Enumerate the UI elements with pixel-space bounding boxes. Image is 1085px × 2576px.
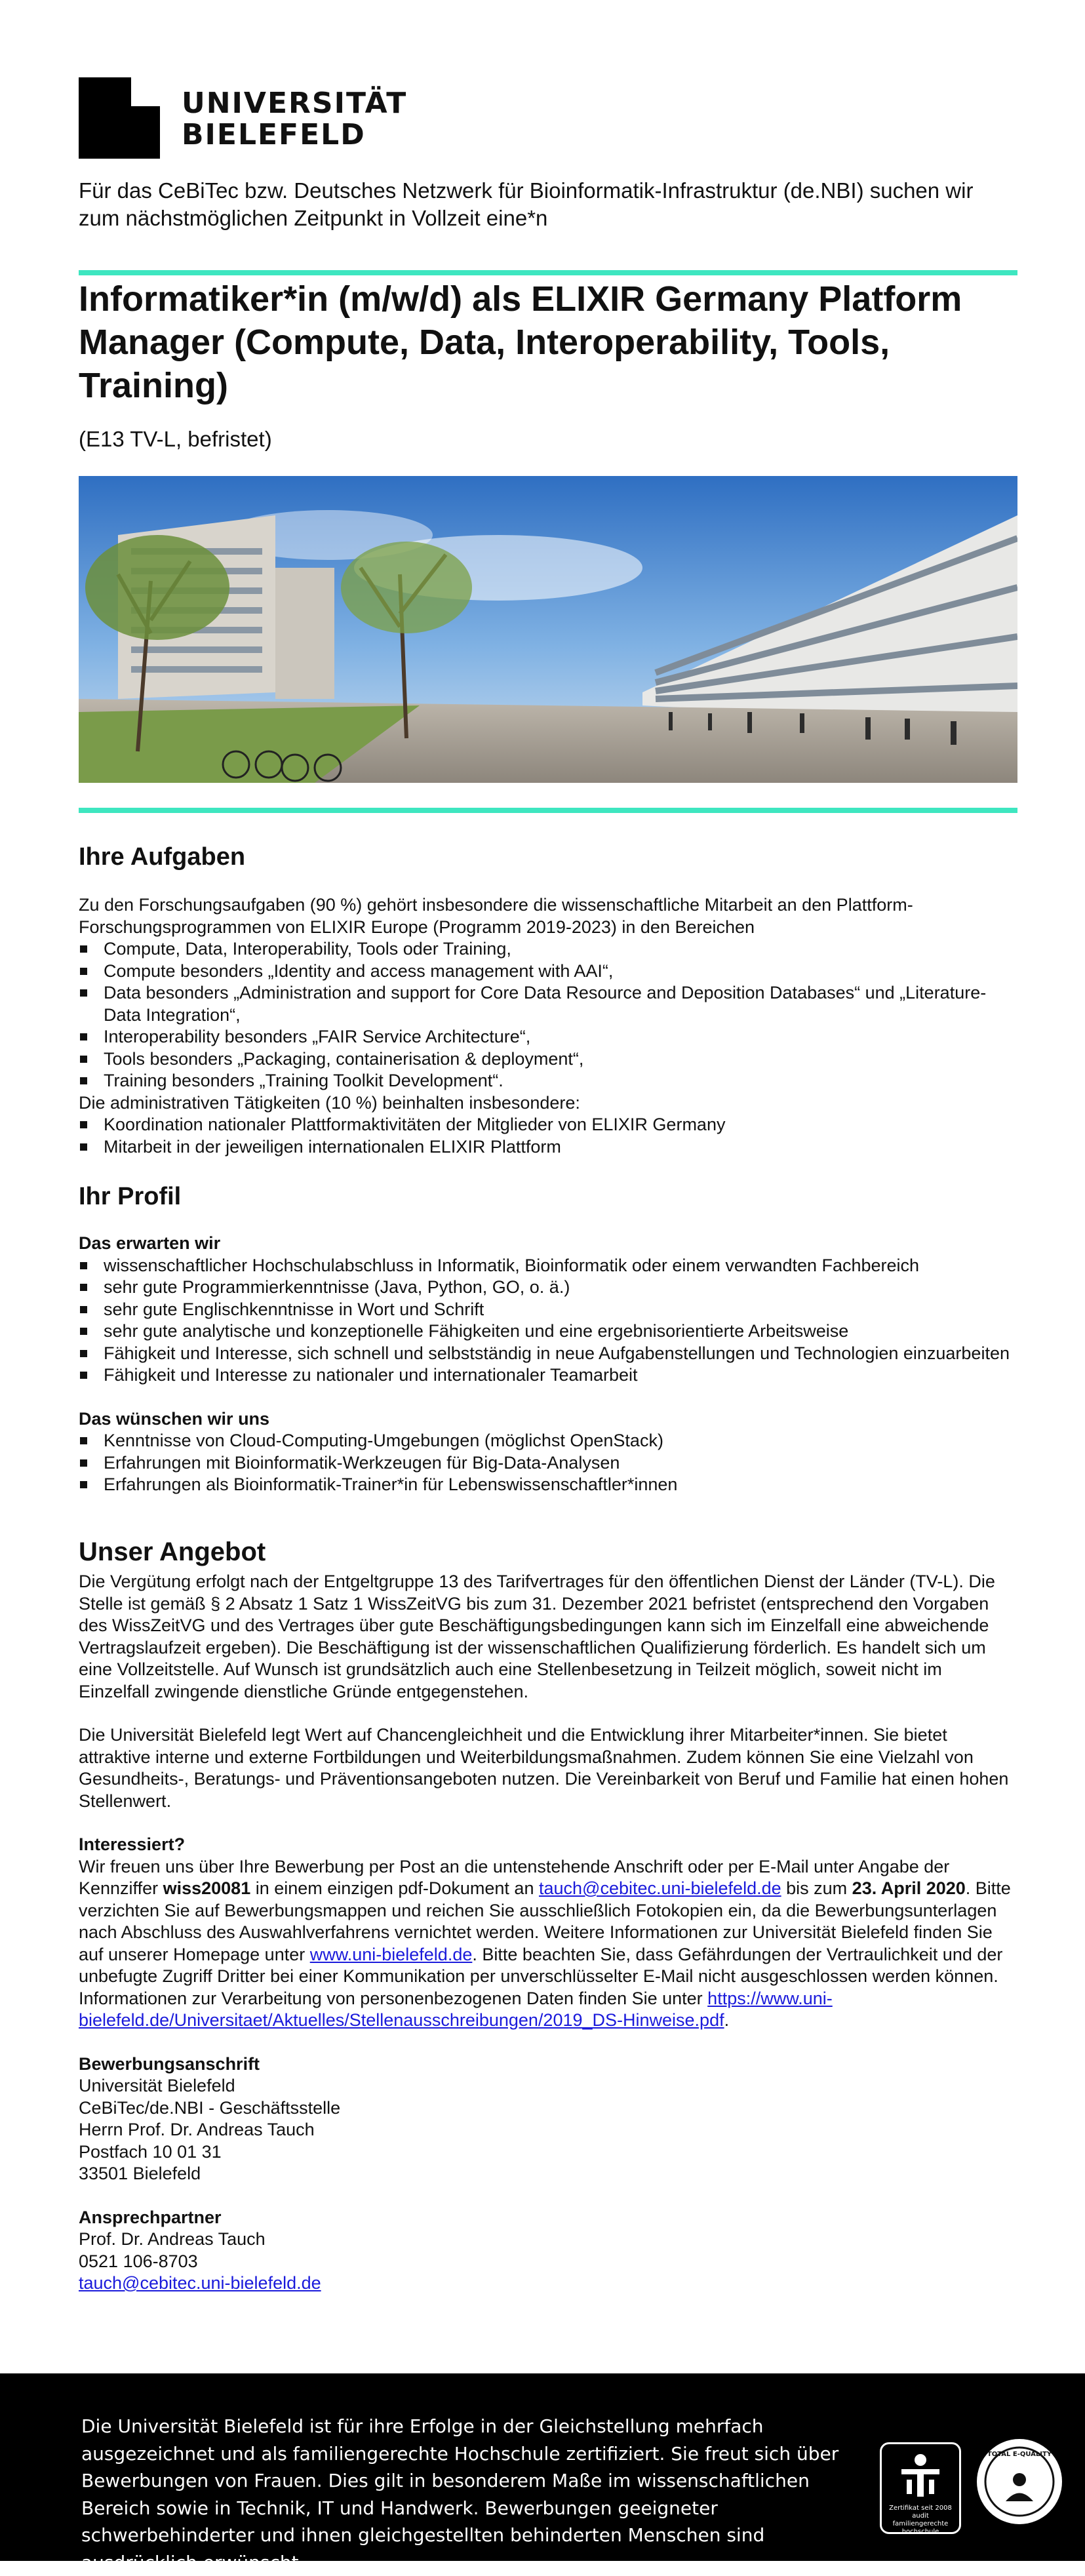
address-line: CeBiTec/de.NBI - Geschäftsstelle xyxy=(79,2097,341,2118)
list-item: Interoperability besonders „FAIR Service Architecture“, xyxy=(79,1026,1017,1048)
family-friendly-university-badge xyxy=(880,2442,961,2534)
contact-phone: 0521 106-8703 xyxy=(79,2251,198,2271)
list-item: Fähigkeit und Interesse zu nationaler und internationaler Teamarbeit xyxy=(79,1364,1017,1387)
section-heading-angebot: Unser Angebot xyxy=(79,1537,266,1566)
family-audit-icon xyxy=(882,2449,959,2502)
address-line: Herrn Prof. Dr. Andreas Tauch xyxy=(79,2120,315,2139)
list-item: Erfahrungen mit Bioinformatik-Werkzeugen für Big-Data-Analysen xyxy=(79,1452,1017,1475)
list-item: Compute besonders „Identity and access management with AAI“, xyxy=(79,961,1017,983)
admin-list xyxy=(79,1114,1017,1158)
data-protection-link[interactable]: https://www.uni-bielefeld.de/Universitaet/Aktuelles/Stellenausschreibungen/2019_DS-Hinweise.pdf xyxy=(79,1988,833,2030)
list-item: wissenschaftlicher Hochschulabschluss in Informatik, Bioinformatik oder einem verwandten Fachbereich xyxy=(79,1255,1017,1277)
list-item: Tools besonders „Packaging, containerisation & deployment“, xyxy=(79,1048,1017,1071)
list-item: sehr gute Englischkenntnisse in Wort und Schrift xyxy=(79,1299,1017,1321)
logo-line-1: UNIVERSITÄT xyxy=(182,87,408,120)
angebot-paragraph-1: Die Vergütung erfolgt nach der Entgeltgruppe 13 des Tarifvertrages für den öffentlichen Dienst der Länder (TV-L). Die Stelle ist gemäß § 2 Absatz 1 Satz 1 WissZeitVG bis zum 31. Dezember 2021 befristet (entsprechend den Vorgaben des WissZeitVG und des Vertrages über gute Beschäftigungsbedingungen kann sich im Einzelfall eine abweichende Vertragslaufzeit ergeben). Die Beschäftigung ist der wissenschaftlichen Qualifizierung förderlich. Es handelt sich um eine Vollzeitstelle. Auf Wunsch ist grundsätzlich auch eine Stellenbesetzung in Teilzeit möglich, soweit nicht im Einzelfall zwingende dienstliche Gründe entgegenstehen. xyxy=(79,1572,995,1701)
aufgaben-intro: Zu den Forschungsaufgaben (90 %) gehört insbesondere die wissenschaftliche Mitarbeit an den Plattform-Forschungsprogrammen von ELIXIR Europe (Programm 2019-2023) in den Bereichen xyxy=(79,895,913,937)
address-line: Postfach 10 01 31 xyxy=(79,2141,222,2162)
erwarten-list xyxy=(79,1255,1017,1387)
contact-email-link[interactable]: tauch@cebitec.uni-bielefeld.de xyxy=(79,2273,321,2293)
total-e-quality-caption: TOTAL E-QUALITY xyxy=(987,2451,1052,2458)
interessiert-heading: Interessiert? xyxy=(79,1834,186,1854)
erwarten-heading: Das erwarten wir xyxy=(79,1233,221,1253)
total-e-quality-badge xyxy=(977,2439,1062,2524)
footer-equality-statement: Die Universität Bielefeld ist für ihre Erfolge in der Gleichstellung mehrfach ausgezeichnet und als familiengerechte Hochschule zertifiziert. Sie freut sich über Bewerbungen von Frauen. Dies gilt in besonderem Maße im wissenschaftlichen Bereich sowie in Technik, IT und Handwerk. Bewerbungen geeigneter schwerbehinderter und ihnen gleichgestellten behinderten Menschen sind ausdrücklich erwünscht. xyxy=(81,2415,839,2573)
interessiert-paragraph: Wir freuen uns über Ihre Bewerbung per Post an die untenstehende Anschrift oder per E-Mail unter Angabe der Kennziffer wiss20081 in einem einzigen pdf-Dokument an tauch@cebitec.uni-bielefeld.de bis zum 23. April 2020. Bitte verzichten Sie auf Bewerbungsmappen und reichen Sie ausschließlich Fotokopien ein, da die Bewerbungsunterlagen nach Abschluss des Auswahlverfahrens vernichtet werden. Weitere Informationen zur Universität Bielefeld finden Sie auf unserer Homepage unter www.uni-bielefeld.de. Bitte beachten Sie, dass Gefährdungen der Vertraulichkeit und der unbefugte Zugriff Dritter bei einer Kommunikation per unverschlüsselter E-Mail nicht ausgeschlossen werden können. Informationen zur Verarbeitung von personenbezogenen Daten finden Sie unter https://www.uni-bielefeld.de/Universitaet/Aktuelles/Stellenausschreibungen/2019_DS-Hinweise.pdf. xyxy=(79,1856,1011,2030)
admin-intro: Die administrativen Tätigkeiten (10 %) beinhalten insbesondere: xyxy=(79,1092,580,1113)
family-badge-caption: Zertifikat seit 2008 audit familiengerechte hochschule xyxy=(889,2505,952,2535)
angebot-section xyxy=(79,1571,1017,2295)
total-e-quality-icon xyxy=(977,2439,1062,2524)
address-line: Universität Bielefeld xyxy=(79,2076,235,2095)
aufgaben-section xyxy=(79,894,1017,1158)
list-item: Training besonders „Training Toolkit Development“. xyxy=(79,1070,1017,1092)
list-item: Compute, Data, Interoperability, Tools oder Training, xyxy=(79,938,1017,961)
list-item: Fähigkeit und Interesse, sich schnell und selbstständig in neue Aufgabenstellungen und Technologien einzuarbeiten xyxy=(79,1343,1017,1365)
anschrift-heading: Bewerbungsanschrift xyxy=(79,2053,260,2074)
list-item: Koordination nationaler Plattformaktivitäten der Mitglieder von ELIXIR Germany xyxy=(79,1114,1017,1136)
university-logo xyxy=(79,77,420,159)
contact-name: Prof. Dr. Andreas Tauch xyxy=(79,2229,266,2249)
accent-rule-top xyxy=(79,270,1017,275)
logo-line-2: BIELEFELD xyxy=(182,118,366,151)
section-heading-profil: Ihr Profil xyxy=(79,1183,182,1210)
list-item: Mitarbeit in der jeweiligen internationalen ELIXIR Plattform xyxy=(79,1136,1017,1159)
application-email-link[interactable]: tauch@cebitec.uni-bielefeld.de xyxy=(538,1878,781,1898)
deadline: 23. April 2020 xyxy=(852,1878,966,1898)
angebot-paragraph-2: Die Universität Bielefeld legt Wert auf Chancengleichheit und die Entwicklung ihrer Mitarbeiter*innen. Sie bietet attraktive interne und externe Fortbildungen und Weiterbildungsmaßnahmen. Zudem können Sie eine Vielzahl von Gesundheits-, Beratungs- und Präventionsangeboten nutzen. Die Vereinbarkeit von Beruf und Familie hat einen hohen Stellenwert. xyxy=(79,1725,1009,1811)
list-item: Kenntnisse von Cloud-Computing-Umgebungen (möglichst OpenStack) xyxy=(79,1430,1017,1452)
section-heading-aufgaben: Ihre Aufgaben xyxy=(79,843,246,871)
list-item: Data besonders „Administration and support for Core Data Resource and Deposition Databases“ und „Literature-Data Integration“, xyxy=(79,982,1017,1026)
list-item: sehr gute analytische und konzeptionelle Fähigkeiten und eine ergebnisorientierte Arbeitsweise xyxy=(79,1320,1017,1343)
wuenschen-heading: Das wünschen wir uns xyxy=(79,1408,270,1429)
list-item: Erfahrungen als Bioinformatik-Trainer*in für Lebenswissenschaftler*innen xyxy=(79,1474,1017,1496)
profil-section xyxy=(79,1233,1017,1496)
aufgaben-list xyxy=(79,938,1017,1092)
accent-rule-bottom xyxy=(79,808,1017,813)
university-logo-mark xyxy=(79,77,160,159)
address-line: 33501 Bielefeld xyxy=(79,2164,201,2183)
kennziffer: wiss20081 xyxy=(163,1878,251,1898)
wuenschen-list xyxy=(79,1430,1017,1496)
pay-grade-subtitle: (E13 TV-L, befristet) xyxy=(79,427,272,451)
campus-photo xyxy=(79,476,1017,783)
job-title: Informatiker*in (m/w/d) als ELIXIR Germany Platform Manager (Compute, Data, Interoperability, Tools, Training) xyxy=(79,279,962,405)
intro-text: Für das CeBiTec bzw. Deutsches Netzwerk für Bioinformatik-Infrastruktur (de.NBI) suchen wir zum nächstmöglichen Zeitpunkt in Vollzeit eine*n xyxy=(79,178,974,230)
list-item: sehr gute Programmierkenntnisse (Java, Python, GO, o. ä.) xyxy=(79,1277,1017,1299)
ansprechpartner-heading: Ansprechpartner xyxy=(79,2207,222,2227)
university-wordmark xyxy=(182,88,407,151)
homepage-link[interactable]: www.uni-bielefeld.de xyxy=(309,1944,473,1964)
footer xyxy=(0,2373,1085,2573)
